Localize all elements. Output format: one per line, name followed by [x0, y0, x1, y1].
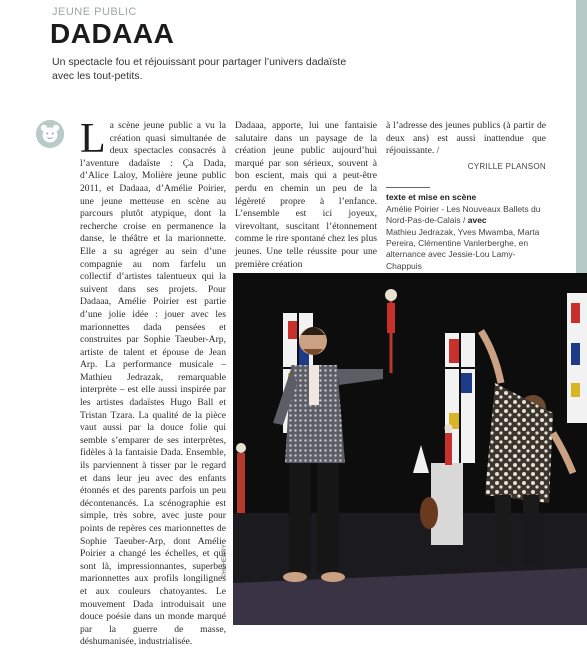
article-title: DADAAA [50, 18, 175, 49]
section-rubric: JEUNE PUBLIC [52, 6, 137, 18]
credits-cast-line: Mathieu Jedrazak, Yves Mwamba, Marta Pereira, Clémentine Vanlerberghe, en alternance avec Jessie-Lou Lamy-Chappuis [386, 226, 540, 271]
article-lead: Un spectacle fou et réjouissant pour partager l’univers dadaïste avec les tout-petits. [52, 56, 347, 82]
jeune-public-face-icon [36, 120, 64, 148]
accent-bar [576, 0, 587, 295]
article-column-1 [80, 116, 226, 649]
article-column-2 [235, 120, 377, 271]
stage-photo [233, 273, 587, 625]
credits-heading-cast: avec [467, 215, 487, 226]
drop-cap: L [80, 116, 106, 162]
column-2-text: Dadaaa, apporte, lui une fantaisie salutaire dans un paysage de la création jeune public aujourd’hui marqué par son sérieux, souvent à bon escient, mais qui a peut-être perdu en chemin un peu de la légèreté propre à l’enfance. L’ensemble est ici joyeux, virevoltant, suscitant l’étonnement comme le rire spontané chez les plus jeunes. Une telle réussite pour une première création [235, 120, 377, 270]
credits-heading-text: texte et mise en scène [386, 192, 477, 203]
article-column-3 [386, 120, 546, 272]
column-3-text: à l’adresse des jeunes publics (à partir de deux ans) est aussi inattendue que réjouissante. / [386, 120, 546, 157]
credits-block [386, 192, 546, 272]
credits-divider [386, 187, 430, 188]
column-1-text: a scène jeune public a vu la création quasi simultanée de deux spectacles consacrés à l’aventure dadaïste : Ça Dada, d’Alice Laloy, Molière jeune public 2011, et Dadaaa, d’Amélie Poirier, une jeune metteuse en scène au parcours plutôt atypique, dont la recherche croise en permanence la danse, le théâtre et la marionnette. Elle a su agréger au sein d’une compagnie au nom farfelu un collectif d’artistes talentueux qui la suivent dans ses projets. Pour Dadaaa, Amélie Poirier est partie d’une jolie idée : jouer avec les marionnettes dada pensées et construites par Sophie Taeuber-Arp, artiste de talent et épouse de Jean Arp. La performance musicale – Mathieu Jedrazak, remarquable interprète – est elle aussi inspirée par les artistes dadaïstes Hugo Ball et Tristan Tzara. La qualité de la pièce vaut aussi par la douce folie qui semble s’emparer de ses interprètes, fidèles à la fantaisie Dada. Ensemble, ils parviennent à tisser par le regard et dans leur jeu avec des enfants étonnés et des parents parfois un peu décontenancés. La scénographie est simple, très sobre, avec juste pour points de repères ces marionnettes de Sophie Taeuber-Arp, dont Amélie Poirier a changé les échelles, et qui sont là, impressionnantes, superbes marionnettes aux profils longilignes et aux couleurs chatoyantes. Le mouvement Dada introduisait une douce poésie dans un monde marqué par la guerre de masse, déshumanisée, industrialisée. [80, 120, 226, 648]
photo-credit: ©HEHENRY [222, 544, 228, 578]
credits-author-line: Amélie Poirier - Les Nouveaux Ballets du Nord-Pas-de-Calais / [386, 203, 541, 226]
author-signature: CYRILLE PLANSON [467, 161, 546, 171]
